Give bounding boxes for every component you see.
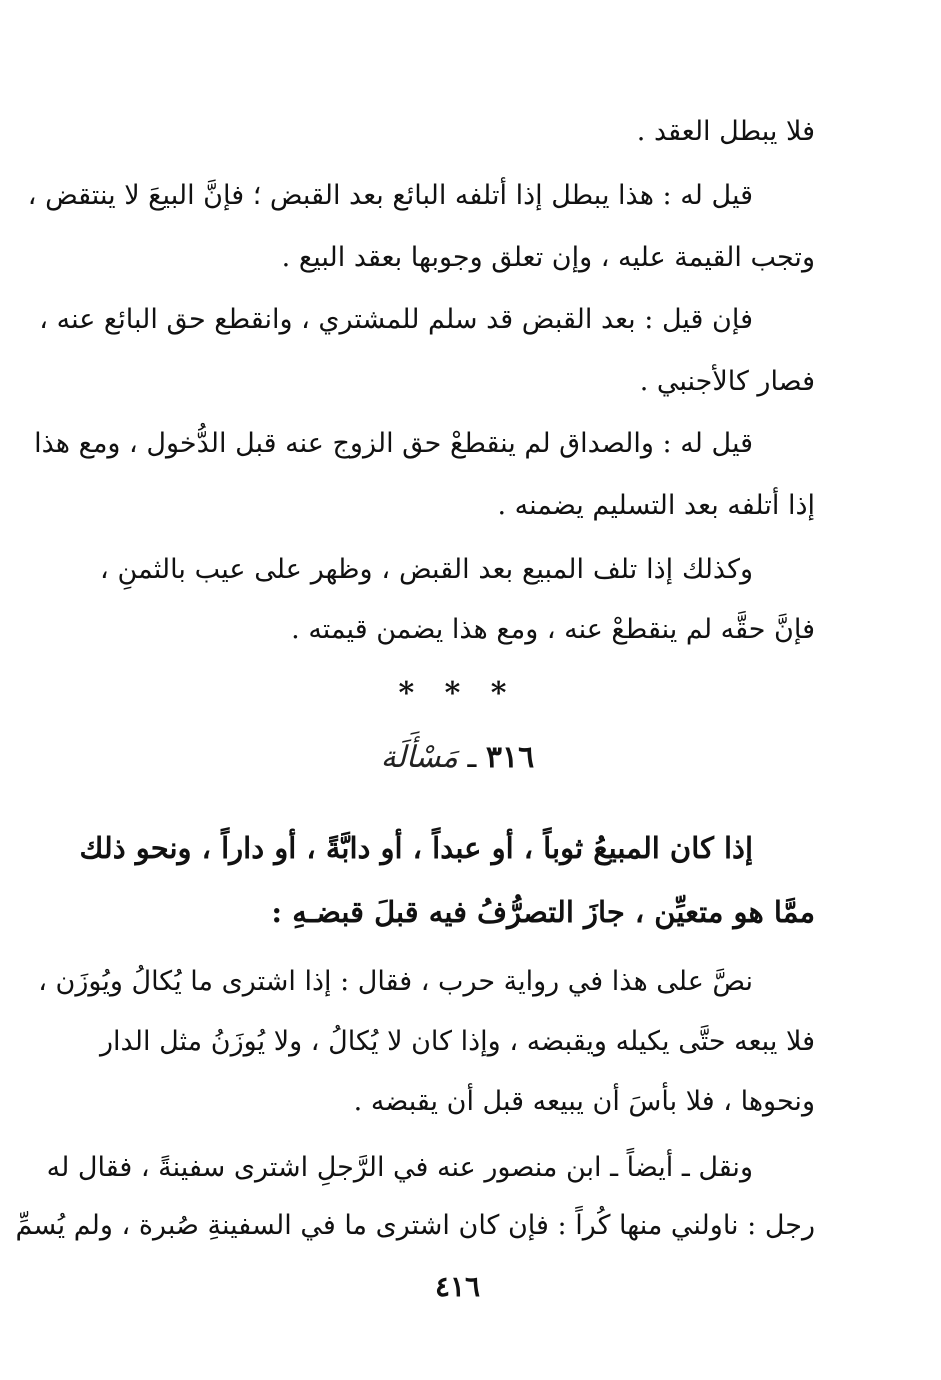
text-line-14: رجل : ناولني منها كُراً : فإن كان اشترى ما في السفينةِ صُبرة ، ولم يُسمِّ [15,1210,815,1241]
bold-line-1: إذا كان المبيعُ ثوباً ، أو عبداً ، أو دابَّةً ، أو داراً ، ونحو ذلك [79,831,753,865]
text-line-6: قيل له : والصداق لم ينقطعْ حق الزوج عنه قبل الدُّخول ، ومع هذا [34,428,753,459]
page-number: ٤١٦ [434,1270,481,1303]
text-line-7: إذا أتلفه بعد التسليم يضمنه . [497,490,815,521]
masala-dash: ـ [467,740,477,775]
masala-heading [100,740,815,775]
masala-number: ٣١٦ [485,740,535,775]
section-separator: * * * [398,676,517,711]
text-line-3: وتجب القيمة عليه ، وإن تعلق وجوبها بعقد البيع . [281,242,815,273]
document-page [15,0,815,1380]
text-line-11: فلا يبعه حتَّى يكيله ويقبضه ، وإذا كان لا يُكالُ ، ولا يُوزَنُ مثل الدار [100,1026,815,1057]
text-line-2: قيل له : هذا يبطل إذا أتلفه البائع بعد القبض ؛ فإنَّ البيعَ لا ينتقض ، [27,180,753,211]
text-line-10: نصَّ على هذا في رواية حرب ، فقال : إذا اشترى ما يُكالُ ويُوزَن ، [38,966,753,997]
text-line-5: فصار كالأجنبي . [639,366,815,397]
text-line-13: ونقل ـ أيضاً ـ ابن منصور عنه في الرَّجلِ اشترى سفينةً ، فقال له [46,1152,753,1183]
text-line-4: فإن قيل : بعد القبض قد سلم للمشتري ، وانقطع حق البائع عنه ، [39,304,753,335]
text-line-1: فلا يبطل العقد . [636,116,815,147]
text-line-12: ونحوها ، فلا بأسَ أن يبيعه قبل أن يقبضه . [353,1086,815,1117]
text-line-8: وكذلك إذا تلف المبيع بعد القبض ، وظهر على عيب بالثمنِ ، [100,554,753,585]
masala-word: مَسْأَلَة [380,740,458,775]
bold-line-2: ممَّا هو متعيِّن ، جازَ التصرُّفُ فيه قبلَ قبضـهِ : [271,895,815,929]
text-line-9: فإنَّ حقَّه لم ينقطعْ عنه ، ومع هذا يضمن قيمته . [291,614,815,645]
